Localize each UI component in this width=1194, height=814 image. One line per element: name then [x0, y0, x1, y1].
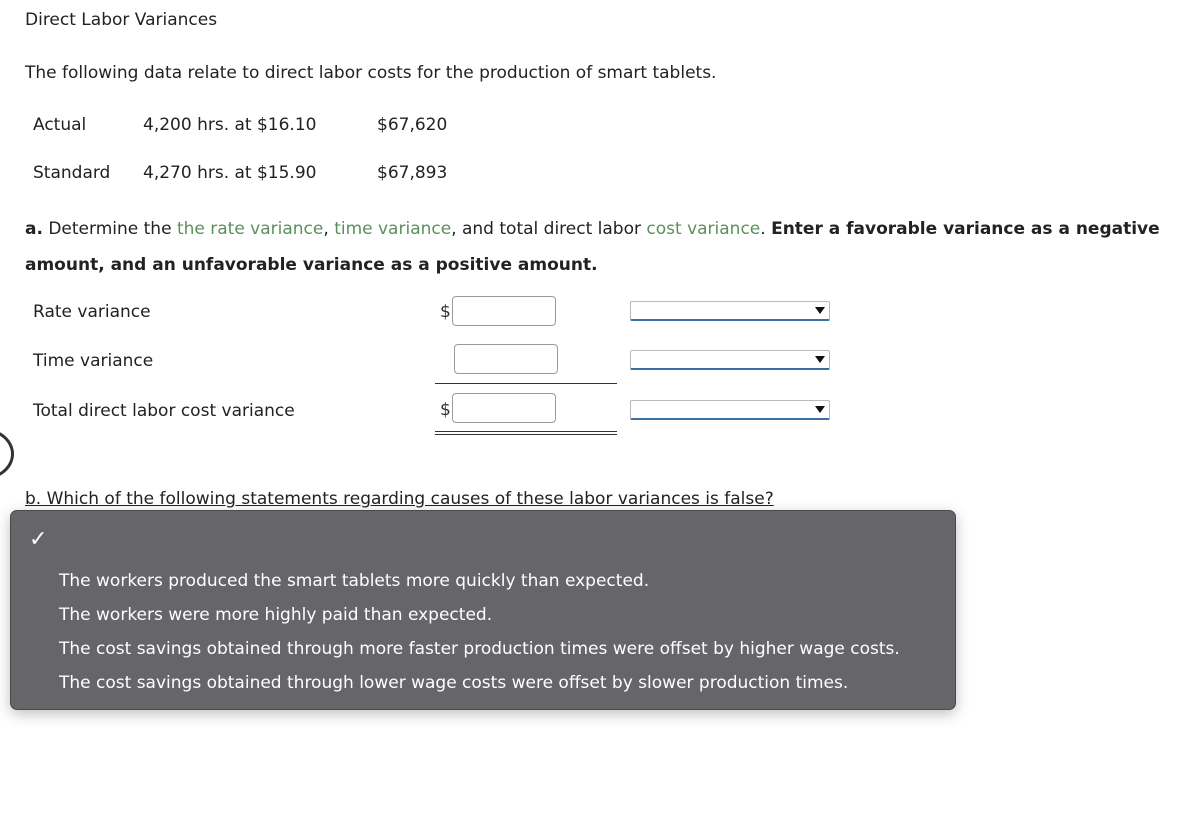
total-variance-input[interactable] [452, 393, 556, 423]
page-title: Direct Labor Variances [25, 10, 218, 30]
rate-variance-select[interactable] [630, 301, 830, 321]
rate-variance-dollar: $ [440, 302, 451, 322]
total-double-rule-top [435, 431, 617, 432]
dropdown-option[interactable]: The workers were more highly paid than expected. [59, 605, 493, 625]
total-double-rule-bottom [435, 434, 617, 435]
rate-variance-input[interactable] [452, 296, 556, 326]
question-a-text-2: , and total direct labor [451, 219, 647, 239]
question-a [25, 211, 1165, 283]
dropdown-option[interactable]: The workers produced the smart tablets more quickly than expected. [59, 571, 650, 591]
chevron-down-icon [815, 356, 825, 363]
actual-hours: 4,200 hrs. at $16.10 [143, 115, 317, 135]
subtotal-rule [435, 383, 617, 384]
partial-circle-icon [0, 428, 14, 480]
total-variance-dollar: $ [440, 400, 451, 420]
time-variance-label: Time variance [33, 351, 154, 371]
standard-amount: $67,893 [377, 163, 448, 183]
time-variance-input[interactable] [454, 344, 558, 374]
dropdown-option[interactable]: The cost savings obtained through more faster production times were offset by higher wage costs. [59, 639, 900, 659]
total-variance-label: Total direct labor cost variance [33, 401, 295, 421]
term-cost-variance-link[interactable]: cost variance [646, 219, 761, 239]
checkmark-icon: ✓ [29, 527, 48, 552]
statement-dropdown-menu[interactable] [10, 510, 956, 710]
actual-label: Actual [33, 115, 87, 135]
total-variance-select[interactable] [630, 400, 830, 420]
question-a-instruction: Enter a favorable variance as a negative amount, and an unfavorable variance as a positive amount. [25, 219, 1160, 275]
question-a-prefix: a. [25, 219, 43, 239]
rate-variance-label: Rate variance [33, 302, 151, 322]
actual-amount: $67,620 [377, 115, 448, 135]
question-a-sep: , [323, 219, 335, 239]
chevron-down-icon [815, 406, 825, 413]
question-a-text-1: Determine the [42, 219, 177, 239]
term-time-variance-link[interactable]: time variance [334, 219, 452, 239]
term-rate-variance-link[interactable]: the rate variance [176, 219, 324, 239]
standard-hours: 4,270 hrs. at $15.90 [143, 163, 317, 183]
chevron-down-icon [815, 307, 825, 314]
question-b: b. Which of the following statements regarding causes of these labor variances is false? [25, 489, 774, 509]
dropdown-option[interactable]: The cost savings obtained through lower wage costs were offset by slower production times. [59, 673, 849, 693]
question-a-text-3: . [760, 219, 772, 239]
intro-text: The following data relate to direct labor costs for the production of smart tablets. [25, 63, 717, 83]
standard-label: Standard [33, 163, 111, 183]
time-variance-select[interactable] [630, 350, 830, 370]
